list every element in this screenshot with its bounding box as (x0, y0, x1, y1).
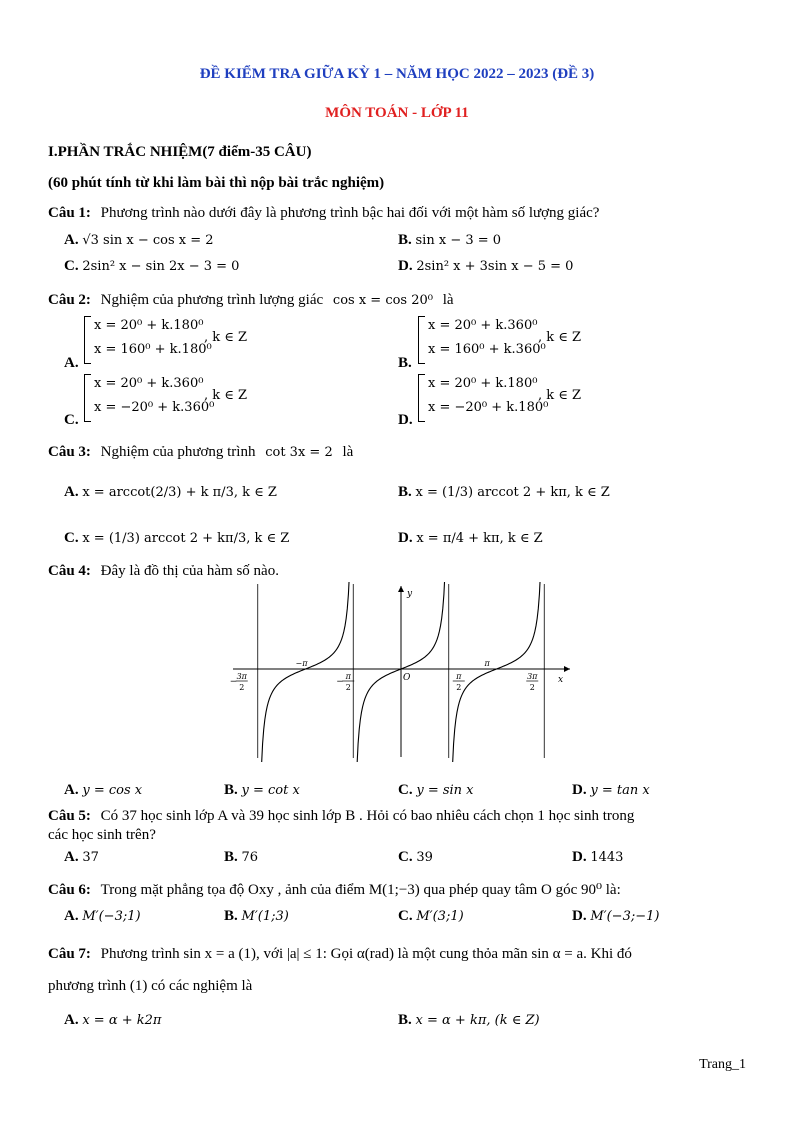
section-heading: I.PHẦN TRẮC NHIỆM(7 điểm-35 CÂU) (48, 144, 312, 160)
system-line: x = 160⁰ + k.360⁰ (428, 342, 546, 357)
svg-text:2: 2 (456, 683, 462, 692)
bracket (84, 374, 91, 422)
question-label: Câu 7: (48, 946, 91, 962)
q1-option-c[interactable] (64, 258, 239, 275)
option-text: x = α + kπ, (k ∈ Z) (415, 1013, 540, 1028)
option-text: 2sin² x − sin 2x − 3 = 0 (82, 259, 240, 274)
question-label: Câu 5: (48, 808, 91, 824)
section-note: (60 phút tính từ khi làm bài thì nộp bài trắc nghiệm) (48, 175, 385, 191)
q7-option-b[interactable] (398, 1012, 540, 1029)
question-4 (48, 563, 279, 580)
question-equation: cot 3x = 2 (265, 445, 333, 460)
y-axis-arrow (398, 586, 404, 592)
q1-option-d[interactable] (398, 258, 573, 275)
tan-graph (225, 582, 575, 762)
y-axis-label: y (407, 589, 413, 599)
option-text: sin x − 3 = 0 (415, 233, 502, 248)
option-text: 1443 (590, 850, 624, 865)
q6-option-b[interactable] (224, 908, 289, 925)
bracket (418, 374, 425, 422)
question-equation: cos x = cos 20⁰ (332, 293, 433, 308)
option-letter: B. (224, 849, 238, 865)
option-text: x = (1/3) arccot 2 + kπ/3, k ∈ Z (82, 531, 290, 546)
q2-option-b[interactable] (418, 316, 618, 366)
option-text: x = (1/3) arccot 2 + kπ, k ∈ Z (415, 485, 610, 500)
q3-option-a[interactable] (64, 484, 277, 501)
option-text: x = α + k2π (82, 1013, 162, 1028)
q4-option-d[interactable] (572, 782, 650, 799)
option-letter: C. (64, 530, 79, 546)
q5-option-b[interactable] (224, 849, 258, 866)
svg-text:3π: 3π (527, 672, 538, 681)
question-text: Nghiệm của phương trình (100, 444, 256, 460)
k-domain: , k ∈ Z (538, 330, 582, 345)
q1-option-b[interactable] (398, 232, 501, 249)
option-text: M′(−3;−1) (590, 909, 660, 924)
question-1 (48, 205, 599, 222)
option-letter: C. (64, 258, 79, 274)
option-letter: D. (572, 908, 587, 924)
question-5 (48, 808, 634, 825)
origin-label: O (403, 673, 411, 683)
option-text: y = cos x (82, 783, 143, 798)
question-text: Có 37 học sinh lớp A và 39 học sinh lớp B . Hỏi có bao nhiêu cách chọn 1 học sinh trong (100, 808, 635, 824)
q4-option-c[interactable] (398, 782, 474, 799)
option-letter: C. (398, 908, 413, 924)
tick-label-3pi-2 (526, 672, 538, 692)
q6-option-c[interactable] (398, 908, 464, 925)
svg-text:2: 2 (239, 683, 245, 692)
annotation-neg-pi: −π (295, 659, 308, 668)
option-letter: A. (64, 908, 79, 924)
svg-text:π: π (456, 672, 462, 681)
option-letter: A. (64, 849, 79, 865)
exam-subject: MÔN TOÁN - LỚP 11 (325, 105, 469, 121)
question-7 (48, 946, 632, 963)
svg-text:2: 2 (529, 683, 535, 692)
option-text: √3 sin x − cos x = 2 (82, 233, 214, 248)
q2-option-c[interactable] (84, 374, 284, 424)
option-letter: D. (572, 849, 587, 865)
question-3 (48, 444, 353, 461)
option-letter: C. (398, 782, 413, 798)
svg-text:2: 2 (345, 683, 351, 692)
x-axis-label: x (558, 675, 564, 685)
question-label: Câu 1: (48, 205, 91, 221)
q2-option-d[interactable] (418, 374, 618, 424)
option-letter: A. (64, 355, 79, 371)
option-letter: B. (398, 484, 412, 500)
option-letter: B. (398, 355, 412, 371)
option-text: x = π/4 + kπ, k ∈ Z (416, 531, 543, 546)
option-letter: D. (398, 412, 413, 428)
option-letter: D. (398, 530, 413, 546)
q7-option-a[interactable] (64, 1012, 161, 1029)
q6-option-a[interactable] (64, 908, 141, 925)
option-letter: B. (398, 1012, 412, 1028)
svg-text:π: π (345, 672, 351, 681)
k-domain: , k ∈ Z (538, 388, 582, 403)
option-text: y = tan x (590, 783, 650, 798)
bracket (418, 316, 425, 364)
option-letter: B. (224, 782, 238, 798)
q4-option-a[interactable] (64, 782, 142, 799)
option-text: 2sin² x + 3sin x − 5 = 0 (416, 259, 574, 274)
svg-text:−: − (336, 677, 344, 687)
system-line: x = 20⁰ + k.360⁰ (428, 318, 538, 333)
question-label: Câu 4: (48, 563, 91, 579)
option-letter: A. (64, 484, 79, 500)
system-line: x = 160⁰ + k.180⁰ (94, 342, 212, 357)
system-line: x = −20⁰ + k.360⁰ (94, 400, 215, 415)
q3-option-b[interactable] (398, 484, 610, 501)
q4-option-b[interactable] (224, 782, 300, 799)
option-letter: B. (398, 232, 412, 248)
system-line: x = 20⁰ + k.180⁰ (428, 376, 538, 391)
q5-option-d[interactable] (572, 849, 623, 866)
option-text: M′(−3;1) (82, 909, 141, 924)
option-text: y = sin x (416, 783, 474, 798)
q1-option-a[interactable] (64, 232, 214, 249)
system-line: x = −20⁰ + k.180⁰ (428, 400, 549, 415)
svg-text:−: − (229, 677, 238, 687)
q2-option-a[interactable] (84, 316, 284, 366)
option-letter: D. (398, 258, 413, 274)
question-label: Câu 2: (48, 292, 91, 308)
question-7-line2: phương trình (1) có các nghiệm là (48, 978, 253, 994)
k-domain: , k ∈ Z (204, 388, 248, 403)
question-2 (48, 292, 454, 309)
question-text: Đây là đồ thị của hàm số nào. (100, 563, 279, 579)
option-letter: A. (64, 1012, 79, 1028)
question-5-line2: các học sinh trên? (48, 827, 156, 843)
question-tail: là (442, 292, 454, 308)
svg-text:3π: 3π (236, 672, 247, 681)
tick-label-pi-2 (453, 672, 465, 692)
option-text: 39 (416, 850, 433, 865)
question-text: Trong mặt phẳng tọa độ Oxy , ảnh của điểm M(1;−3) qua phép quay tâm O góc 90⁰ là: (100, 882, 621, 898)
page-number: Trang_1 (699, 1057, 746, 1072)
exam-title: ĐỀ KIỂM TRA GIỮA KỲ 1 – NĂM HỌC 2022 – 2023 (ĐỀ 3) (199, 66, 595, 82)
option-letter: B. (224, 908, 238, 924)
option-letter: A. (64, 782, 79, 798)
option-text: 76 (241, 850, 259, 865)
question-label: Câu 6: (48, 882, 91, 898)
system-line: x = 20⁰ + k.360⁰ (94, 376, 204, 391)
tick-label-neg-pi-2 (336, 672, 354, 692)
option-letter: C. (64, 412, 79, 428)
q3-option-c[interactable] (64, 530, 289, 547)
q6-option-d[interactable] (572, 908, 659, 925)
option-letter: A. (64, 232, 79, 248)
k-domain: , k ∈ Z (204, 330, 248, 345)
question-text: Phương trình sin x = a (1), với |a| ≤ 1: Gọi α(rad) là một cung thỏa mãn sin α = a. Khi đó (100, 946, 632, 962)
option-letter: D. (572, 782, 587, 798)
q5-option-a[interactable] (64, 849, 99, 866)
option-letter: C. (398, 849, 413, 865)
system-line: x = 20⁰ + k.180⁰ (94, 318, 204, 333)
question-6 (48, 880, 621, 899)
question-tail: là (342, 444, 354, 460)
bracket (84, 316, 91, 364)
question-text: Nghiệm của phương trình lượng giác (100, 292, 324, 308)
option-text: x = arccot(2/3) + k π/3, k ∈ Z (82, 485, 277, 500)
option-text: 37 (82, 850, 99, 865)
option-text: y = cot x (241, 783, 300, 798)
x-axis-arrow (564, 666, 570, 672)
question-text: Phương trình nào dưới đây là phương trình bậc hai đối với một hàm số lượng giác? (100, 205, 600, 221)
tick-label-neg-3pi-2 (230, 672, 248, 692)
question-label: Câu 3: (48, 444, 91, 460)
q3-option-d[interactable] (398, 530, 543, 547)
annotation-pi: π (484, 659, 490, 668)
tan-branch (260, 582, 350, 762)
option-text: M′(3;1) (416, 909, 464, 924)
q5-option-c[interactable] (398, 849, 433, 866)
option-text: M′(1;3) (241, 909, 289, 924)
